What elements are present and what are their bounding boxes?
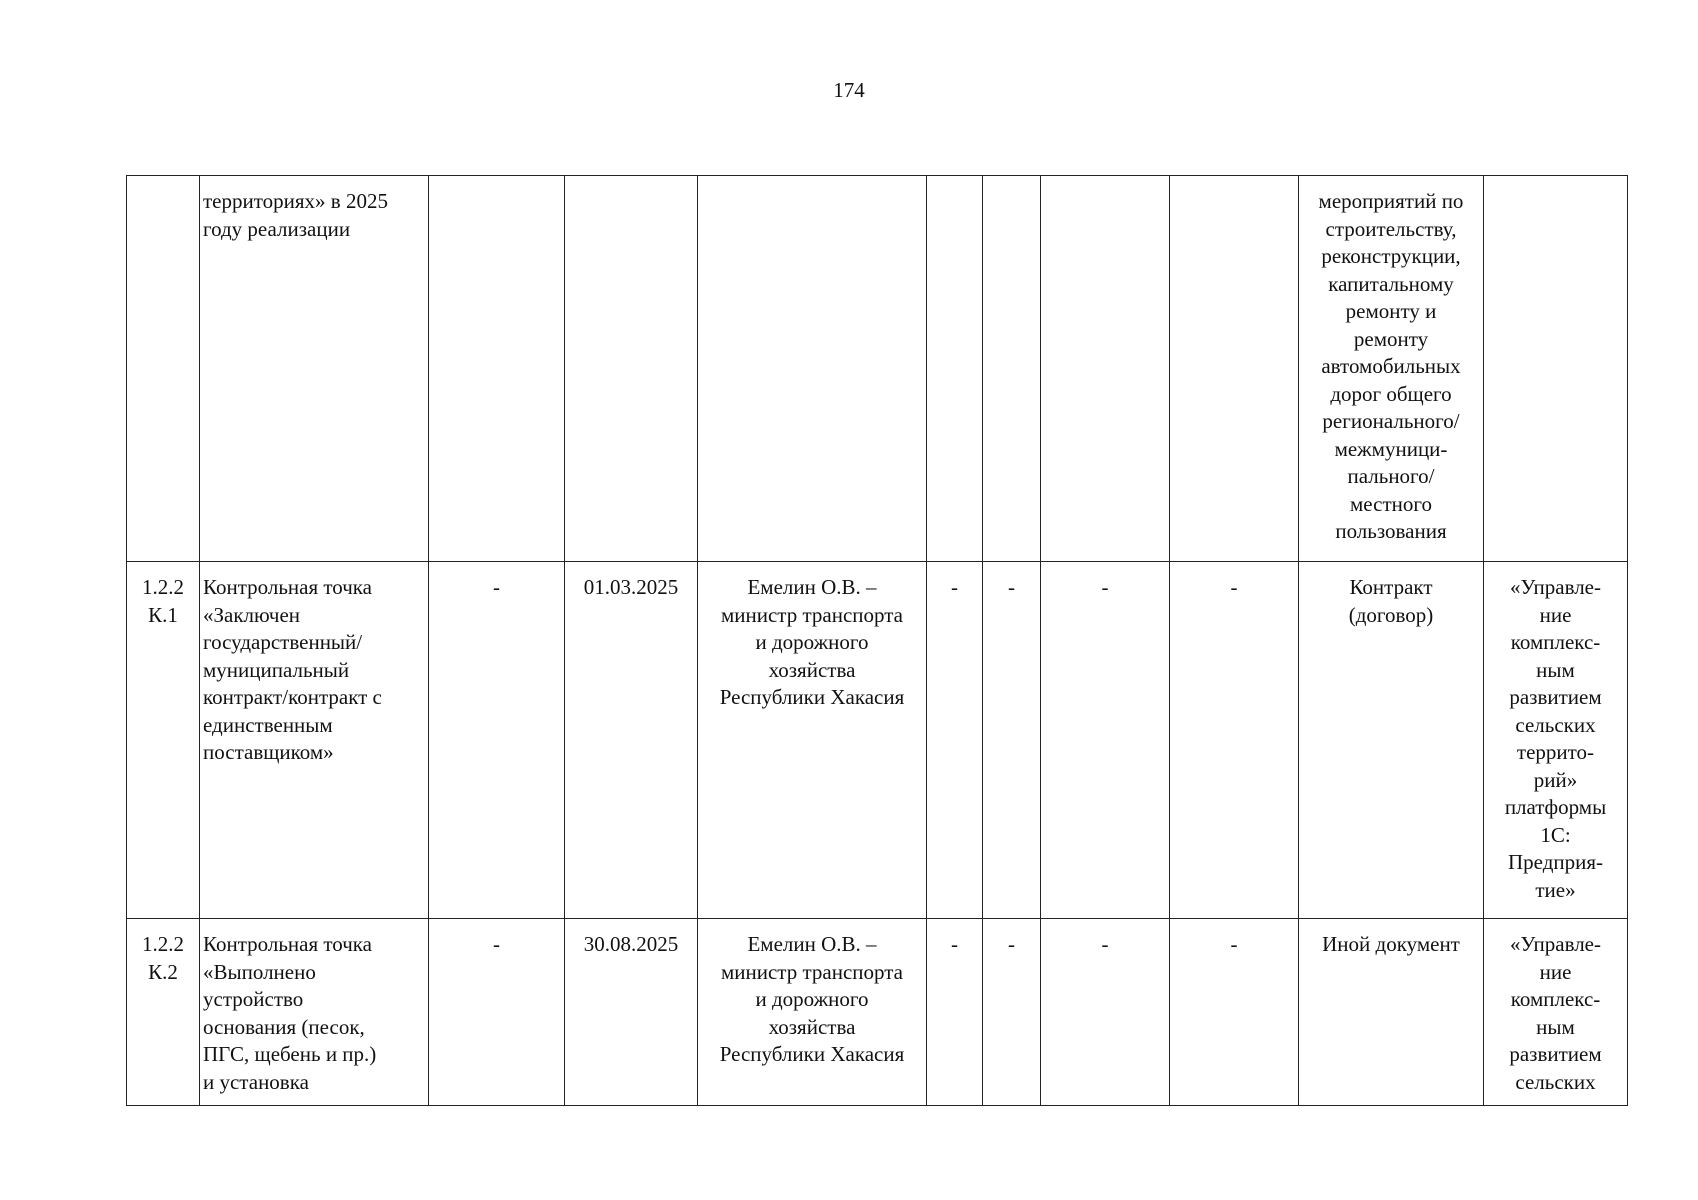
deadline-cell: 30.08.2025 (565, 919, 698, 1106)
value-cell: - (1041, 562, 1170, 919)
table-row (127, 176, 1628, 562)
deadline-cell (565, 176, 698, 562)
base-value-cell (429, 176, 565, 562)
document-type-cell: Иной документ (1299, 919, 1484, 1106)
value-cell: - (983, 562, 1041, 919)
event-name-cell: территориях» в 2025 году реализации (200, 176, 429, 562)
document-type-cell: Контракт (договор) (1299, 562, 1484, 919)
value-cell: - (983, 919, 1041, 1106)
table-row (127, 562, 1628, 919)
info-system-cell: «Управле- ние комплекс- ным развитием сельских террито- рий» платформы 1С: Предприя- тие» (1484, 562, 1628, 919)
event-name-cell: Контрольная точка «Выполнено устройство основания (песок, ПГС, щебень и пр.) и установка (200, 919, 429, 1106)
value-cell: - (1041, 919, 1170, 1106)
value-cell (983, 176, 1041, 562)
responsible-cell (698, 176, 927, 562)
control-points-table (126, 175, 1628, 1106)
table-row (127, 919, 1628, 1106)
event-name-cell: Контрольная точка «Заключен государственный/ муниципальный контракт/контракт с единственным поставщиком» (200, 562, 429, 919)
info-system-cell: «Управле- ние комплекс- ным развитием сельских (1484, 919, 1628, 1106)
row-number-cell (127, 176, 200, 562)
value-cell (1170, 176, 1299, 562)
value-cell (1041, 176, 1170, 562)
value-cell: - (927, 562, 983, 919)
info-system-cell (1484, 176, 1628, 562)
row-number-cell: 1.2.2 К.1 (127, 562, 200, 919)
base-value-cell: - (429, 919, 565, 1106)
page-number: 174 (833, 78, 865, 102)
deadline-cell: 01.03.2025 (565, 562, 698, 919)
row-number-cell: 1.2.2 К.2 (127, 919, 200, 1106)
responsible-cell: Емелин О.В. – министр транспорта и дорожного хозяйства Республики Хакасия (698, 919, 927, 1106)
value-cell: - (1170, 919, 1299, 1106)
responsible-cell: Емелин О.В. – министр транспорта и дорожного хозяйства Республики Хакасия (698, 562, 927, 919)
base-value-cell: - (429, 562, 565, 919)
value-cell: - (1170, 562, 1299, 919)
value-cell (927, 176, 983, 562)
document-type-cell: мероприятий по строительству, реконструкции, капитальному ремонту и ремонту автомобильных дорог общего регионального/ межмуници- пального/ местного пользования (1299, 176, 1484, 562)
value-cell: - (927, 919, 983, 1106)
